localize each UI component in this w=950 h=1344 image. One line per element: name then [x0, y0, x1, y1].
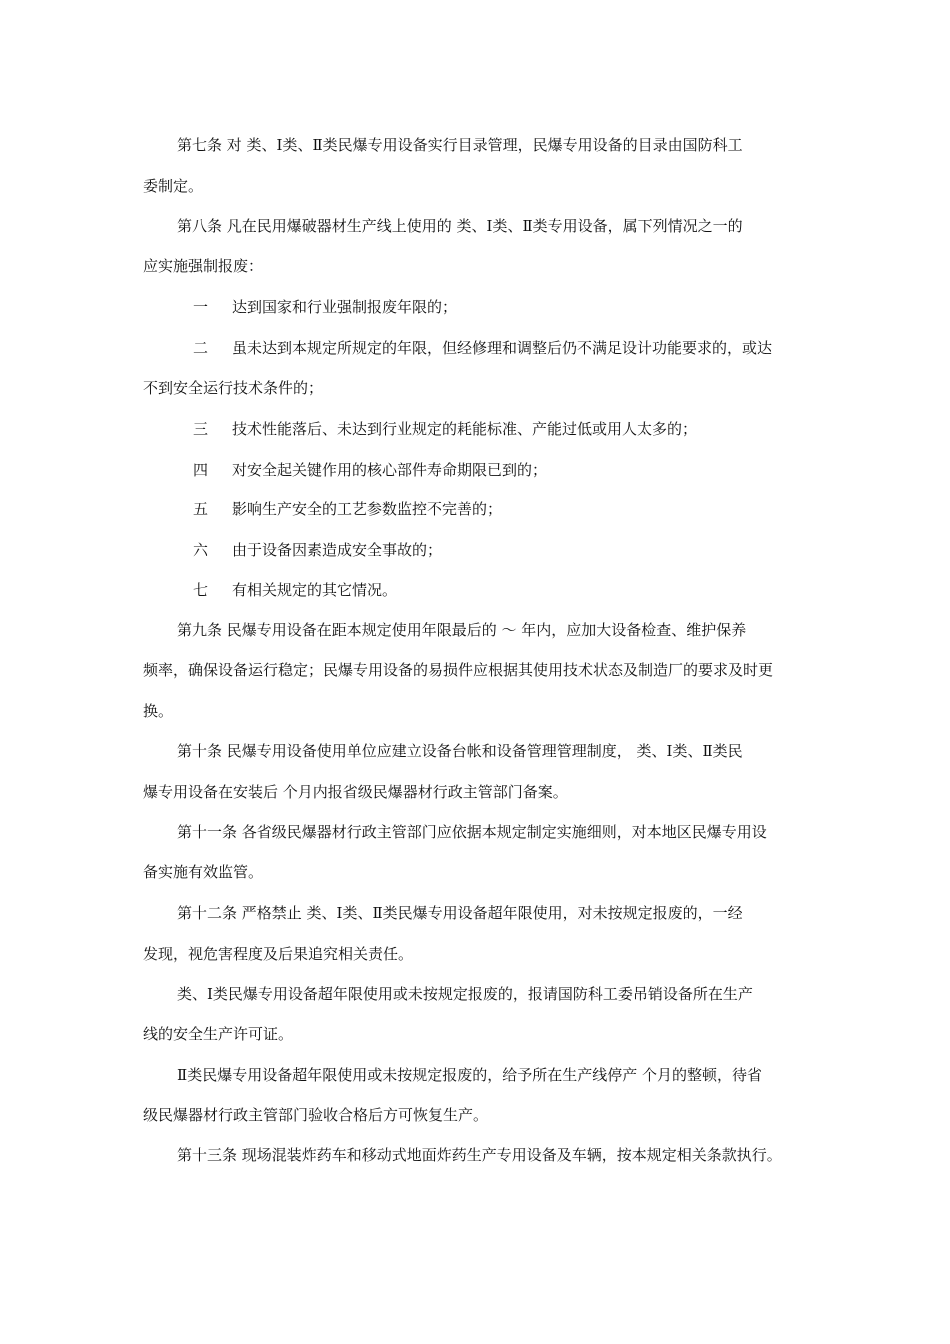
paragraph-b-line-1: Ⅱ类民爆专用设备超年限使用或未按规定报废的，给予所在生产线停产 个月的整顿，待省	[177, 1066, 762, 1084]
item-3-text: 技术性能落后、未达到行业规定的耗能标准、产能过低或用人太多的；	[232, 420, 698, 438]
item-3-number: 三	[193, 420, 209, 438]
paragraph-a-line-2: 线的安全生产许可证。	[143, 1025, 294, 1043]
item-4-number: 四	[193, 461, 209, 479]
item-7-text: 有相关规定的其它情况。	[232, 581, 398, 599]
article-10-line-2: 爆专用设备在安装后 个月内报省级民爆器材行政主管部门备案。	[143, 783, 568, 801]
article-7-line-1: 第七条 对 类、Ⅰ类、Ⅱ类民爆专用设备实行目录管理，民爆专用设备的目录由国防科工	[177, 136, 743, 154]
item-2-text: 虽未达到本规定所规定的年限，但经修理和调整后仍不满足设计功能要求的，或达	[232, 339, 773, 357]
item-1-number: 一	[193, 298, 209, 316]
article-7-line-2: 委制定。	[143, 177, 204, 195]
article-13-line-1: 第十三条 现场混装炸药车和移动式地面炸药生产专用设备及车辆，按本规定相关条款执行。	[177, 1146, 782, 1164]
article-12-line-1: 第十二条 严格禁止 类、Ⅰ类、Ⅱ类民爆专用设备超年限使用，对未按规定报废的，一经	[177, 904, 743, 922]
article-8-line-1: 第八条 凡在民用爆破器材生产线上使用的 类、Ⅰ类、Ⅱ类专用设备，属下列情况之一的	[177, 217, 743, 235]
item-7-number: 七	[193, 581, 209, 599]
article-12-line-2: 发现，视危害程度及后果追究相关责任。	[143, 945, 414, 963]
item-6-text: 由于设备因素造成安全事故的；	[232, 541, 443, 559]
item-6-number: 六	[193, 541, 209, 559]
article-11-line-2: 备实施有效监管。	[143, 863, 264, 881]
item-4-text: 对安全起关键作用的核心部件寿命期限已到的；	[232, 461, 548, 479]
item-2-continuation: 不到安全运行技术条件的；	[143, 379, 324, 397]
article-9-line-1: 第九条 民爆专用设备在距本规定使用年限最后的 ～ 年内，应加大设备检查、维护保养	[177, 621, 747, 639]
article-9-line-2: 频率，确保设备运行稳定；民爆专用设备的易损件应根据其使用技术状态及制造厂的要求及时更	[143, 661, 774, 679]
article-10-line-1: 第十条 民爆专用设备使用单位应建立设备台帐和设备管理管理制度， 类、Ⅰ类、Ⅱ类民	[177, 742, 743, 760]
article-9-line-3: 换。	[143, 702, 174, 720]
item-1-text: 达到国家和行业强制报废年限的；	[232, 298, 458, 316]
article-8-line-2: 应实施强制报废：	[143, 257, 264, 275]
paragraph-a-line-1: 类、Ⅰ类民爆专用设备超年限使用或未按规定报废的，报请国防科工委吊销设备所在生产	[177, 985, 753, 1003]
paragraph-b-line-2: 级民爆器材行政主管部门验收合格后方可恢复生产。	[143, 1106, 489, 1124]
item-2-number: 二	[193, 339, 209, 357]
article-11-line-1: 第十一条 各省级民爆器材行政主管部门应依据本规定制定实施细则，对本地区民爆专用设	[177, 823, 767, 841]
item-5-text: 影响生产安全的工艺参数监控不完善的；	[232, 500, 503, 518]
item-5-number: 五	[193, 500, 209, 518]
